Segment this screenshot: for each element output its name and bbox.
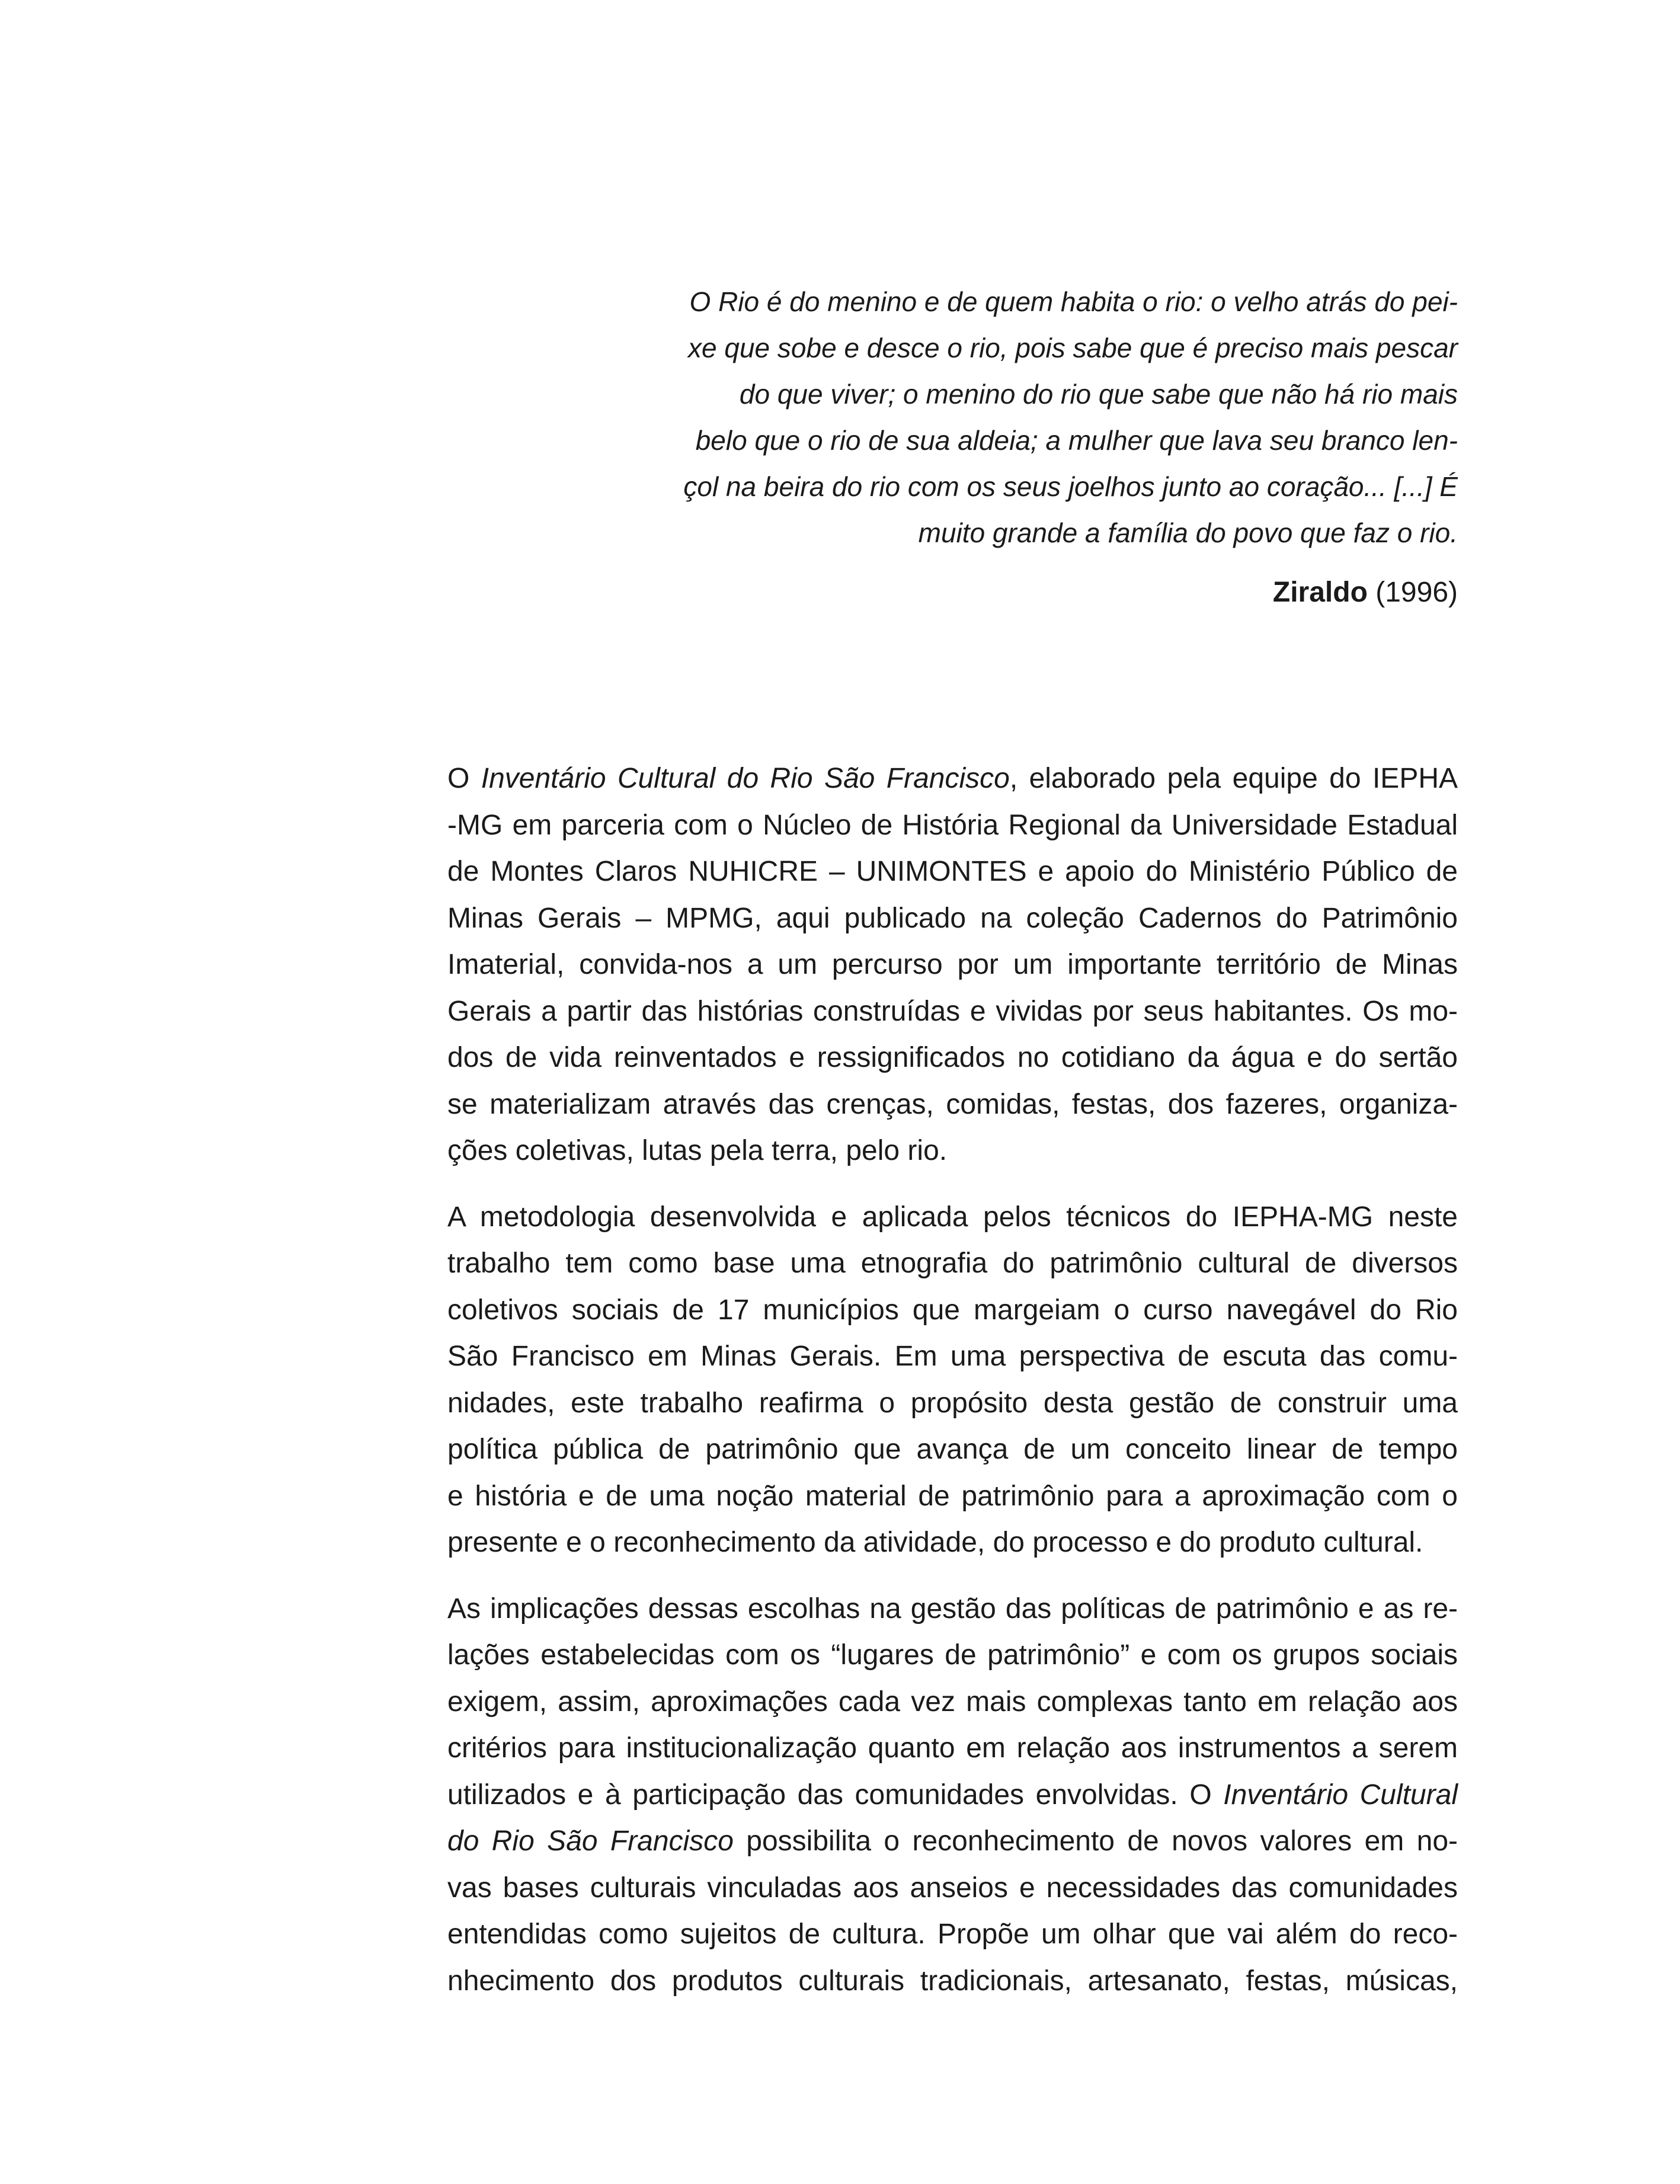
paragraph-1 [447,756,1458,1175]
text-run: possibilita o reconhecimento de novos valores em no- [733,1825,1458,1857]
text-run: trabalho tem como base uma etnografia do patrimônio cultural de diversos [447,1248,1458,1279]
paragraph-line [447,1128,1458,1175]
text-run: ções coletivas, lutas pela terra, pelo rio. [447,1135,948,1166]
text-run: As implicações dessas escolhas na gestão das políticas de patrimônio e as re- [447,1593,1458,1625]
paragraph-line [447,1240,1458,1287]
text-run: nhecimento dos produtos culturais tradicionais, artesanato, festas, músicas, [447,1965,1458,1997]
paragraph-3 [447,1586,1458,2005]
paragraph-line [447,1035,1458,1082]
text-run: Imaterial, convida-nos a um percurso por um importante território de Minas [447,949,1458,980]
epigraph-line: do que viver; o menino do rio que sabe que não há rio mais [739,379,1458,410]
text-run: critérios para institucionalização quanto em relação aos instrumentos a serem [447,1732,1458,1764]
paragraph-line [447,1958,1458,2005]
text-run: de Montes Claros NUHICRE – UNIMONTES e apoio do Ministério Público de [447,856,1458,887]
paragraph-line [447,756,1458,802]
epigraph-author: Ziraldo [1272,577,1368,608]
epigraph-line: xe que sobe e desce o rio, pois sabe que é preciso mais pescar [688,332,1458,363]
paragraph-line [447,896,1458,942]
epigraph-quote [664,279,1458,616]
paragraph-line [447,1082,1458,1128]
paragraph-line [447,1473,1458,1520]
text-run: Minas Gerais – MPMG, aqui publicado na coleção Cadernos do Patrimônio [447,902,1458,934]
paragraph-line [447,1725,1458,1772]
text-run: -MG em parceria com o Núcleo de História Regional da Universidade Estadual [447,809,1458,841]
text-run: Gerais a partir das histórias construídas e vividas por seus habitantes. Os mo- [447,995,1458,1027]
paragraph-line [447,802,1458,849]
text-run: política pública de patrimônio que avança de um conceito linear de tempo [447,1434,1458,1465]
text-run: exigem, assim, aproximações cada vez mais complexas tanto em relação aos [447,1686,1458,1718]
text-run: , elaborado pela equipe do IEPHA [1009,763,1458,794]
paragraph-line [447,1194,1458,1241]
paragraph-line [447,1287,1458,1334]
paragraph-line [447,1380,1458,1427]
text-run: e história e de uma noção material de patrimônio para a aproximação com o [447,1480,1458,1512]
text-run: vas bases culturais vinculadas aos anseios e necessidades das comunidades [447,1872,1458,1904]
italic-title: Inventário Cultural do Rio São Francisco [481,763,1010,794]
paragraph-line [447,1679,1458,1726]
epigraph-text [664,279,1458,556]
paragraph-line [447,1818,1458,1865]
epigraph-line: O Rio é do menino e de quem habita o rio: o velho atrás do pei- [689,286,1458,317]
text-run: presente e o reconhecimento da atividade, do processo e do produto cultural. [447,1527,1423,1558]
paragraph-line [447,849,1458,896]
italic-title: Inventário Cultural [1223,1779,1458,1811]
text-run: lações estabelecidas com os “lugares de patrimônio” e com os grupos sociais [447,1639,1458,1671]
text-run: coletivos sociais de 17 municípios que margeiam o curso navegável do Rio [447,1294,1458,1326]
epigraph-attribution [664,569,1458,616]
epigraph-line: belo que o rio de sua aldeia; a mulher que lava seu branco len- [695,425,1458,456]
paragraph-line [447,1427,1458,1473]
epigraph-line: çol na beira do rio com os seus joelhos junto ao coração... [...] É [683,471,1458,502]
text-run: dos de vida reinventados e ressignificados no cotidiano da água e do sertão [447,1042,1458,1073]
paragraph-line [447,1632,1458,1679]
paragraph-line [447,1772,1458,1819]
text-run: A metodologia desenvolvida e aplicada pelos técnicos do IEPHA-MG neste [447,1201,1458,1233]
paragraph-line [447,989,1458,1035]
paragraph-line [447,1865,1458,1912]
body-text [447,756,1458,2024]
epigraph-line: muito grande a família do povo que faz o rio. [918,517,1458,548]
text-run: O [447,763,481,794]
text-run: nidades, este trabalho reafirma o propósito desta gestão de construir uma [447,1387,1458,1419]
text-run: entendidas como sujeitos de cultura. Propõe um olhar que vai além do reco- [447,1918,1458,1950]
text-run: utilizados e à participação das comunidades envolvidas. O [447,1779,1224,1811]
paragraph-line [447,1334,1458,1380]
text-run: São Francisco em Minas Gerais. Em uma perspectiva de escuta das comu- [447,1341,1458,1372]
paragraph-line [447,1911,1458,1958]
paragraph-2 [447,1194,1458,1566]
epigraph-year: (1996) [1375,577,1458,608]
italic-title: do Rio São Francisco [447,1825,734,1857]
paragraph-line [447,1586,1458,1633]
text-run: se materializam através das crenças, comidas, festas, dos fazeres, organiza- [447,1088,1458,1120]
paragraph-line [447,1520,1458,1566]
paragraph-line [447,942,1458,989]
